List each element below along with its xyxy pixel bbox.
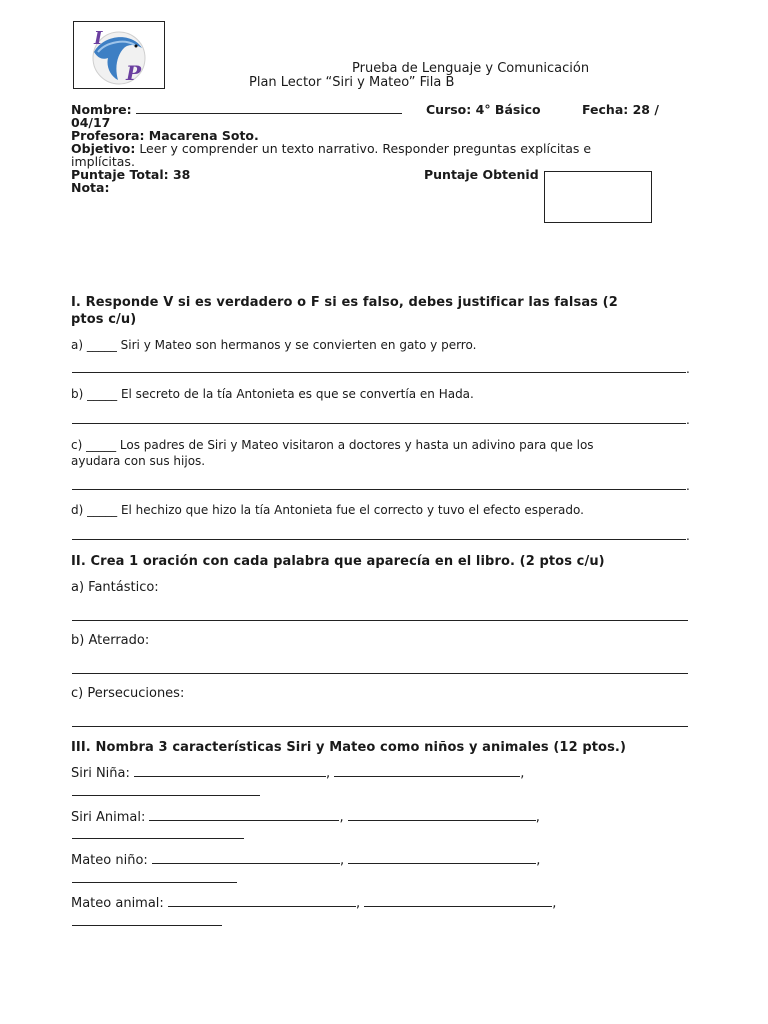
svg-text:I: I [94,28,103,49]
question-d: d) _____ El hechizo que hizo la tía Antonieta fue el correcto y tuvo el efecto esperado. [71,503,584,517]
fecha-value: 04/17 [71,115,111,130]
mateo-animal-field-2[interactable] [364,896,552,907]
siri-nina-field-2[interactable] [334,766,520,777]
question-c: c) _____ Los padres de Siri y Mateo visitaron a doctores y hasta un adivino para que los [71,438,594,452]
mateo-animal-label: Mateo animal: [71,896,164,911]
section1-title-cont: ptos c/u) [71,312,137,327]
mateo-nino-label: Mateo niño: [71,853,148,868]
mateo-nino-row: Mateo niño: , , [71,853,541,868]
justify-line-b[interactable] [72,423,686,424]
mateo-animal-field-1[interactable] [168,896,356,907]
answer-blank-a[interactable]: a) _____ [71,338,117,352]
section1-title: I. Responde V si es verdadero o F si es falso, debes justificar las falsas (2 [71,295,618,310]
nombre-label: Nombre: [71,102,132,117]
objetivo-row [71,141,591,156]
answer-blank-b[interactable]: b) _____ [71,387,118,401]
answer-blank-d[interactable]: d) _____ [71,503,118,517]
nota-label: Nota: [71,180,110,195]
score-box[interactable] [544,171,652,223]
test-title: Prueba de Lenguaje y Comunicación [352,61,590,76]
siri-animal-row: Siri Animal: , , [71,810,540,825]
nombre-field[interactable] [136,103,402,114]
siri-nina-row: Siri Niña: , , [71,766,525,781]
school-logo [73,21,165,89]
siri-nina-field-3[interactable] [72,795,260,796]
puntaje-total: Puntaje Total: 38 [71,167,191,182]
sentence-line-a[interactable] [72,620,688,621]
question-b: b) _____ El secreto de la tía Antonieta es que se convertía en Hada. [71,387,474,401]
question-a: a) _____ Siri y Mateo son hermanos y se convierten en gato y perro. [71,338,477,352]
word-item-b: b) Aterrado: [71,633,150,648]
svg-text:P: P [126,61,142,85]
objetivo-text-cont: implícitas. [71,154,135,169]
objetivo-label: Objetivo: [71,141,136,156]
justify-line-a[interactable] [72,372,686,373]
test-subtitle: Plan Lector “Siri y Mateo” Fila B [249,75,455,90]
word-item-c: c) Persecuciones: [71,686,185,701]
mateo-nino-field-3[interactable] [72,882,237,883]
nombre-row [71,102,402,117]
section2-title: II. Crea 1 oración con cada palabra que aparecía en el libro. (2 ptos c/u) [71,554,605,569]
sentence-line-b[interactable] [72,673,688,674]
question-c-cont: ayudara con sus hijos. [71,454,206,468]
profesora-label: Profesora: Macarena Soto. [71,128,259,143]
puntaje-obtenido-label: Puntaje Obtenid [424,167,539,182]
word-item-a: a) Fantástico: [71,580,159,595]
siri-animal-label: Siri Animal: [71,810,146,825]
siri-nina-field-1[interactable] [134,766,326,777]
siri-animal-field-1[interactable] [149,810,339,821]
siri-nina-label: Siri Niña: [71,766,130,781]
objetivo-text: Leer y comprender un texto narrativo. Responder preguntas explícitas e [135,141,592,156]
section3-title: III. Nombra 3 características Siri y Mateo como niños y animales (12 ptos.) [71,740,627,755]
answer-blank-c[interactable]: c) _____ [71,438,117,452]
curso-label: Curso: 4° Básico [426,102,541,117]
fecha-label: Fecha: 28 / [582,102,659,117]
dolphin-logo-icon [74,22,164,88]
sentence-line-c[interactable] [72,726,688,727]
justify-line-d[interactable] [72,539,686,540]
siri-animal-field-3[interactable] [72,838,244,839]
mateo-nino-field-2[interactable] [348,853,536,864]
mateo-animal-row: Mateo animal: , , [71,896,557,911]
siri-animal-field-2[interactable] [348,810,536,821]
mateo-nino-field-1[interactable] [152,853,340,864]
justify-line-c[interactable] [72,489,686,490]
mateo-animal-field-3[interactable] [72,925,222,926]
